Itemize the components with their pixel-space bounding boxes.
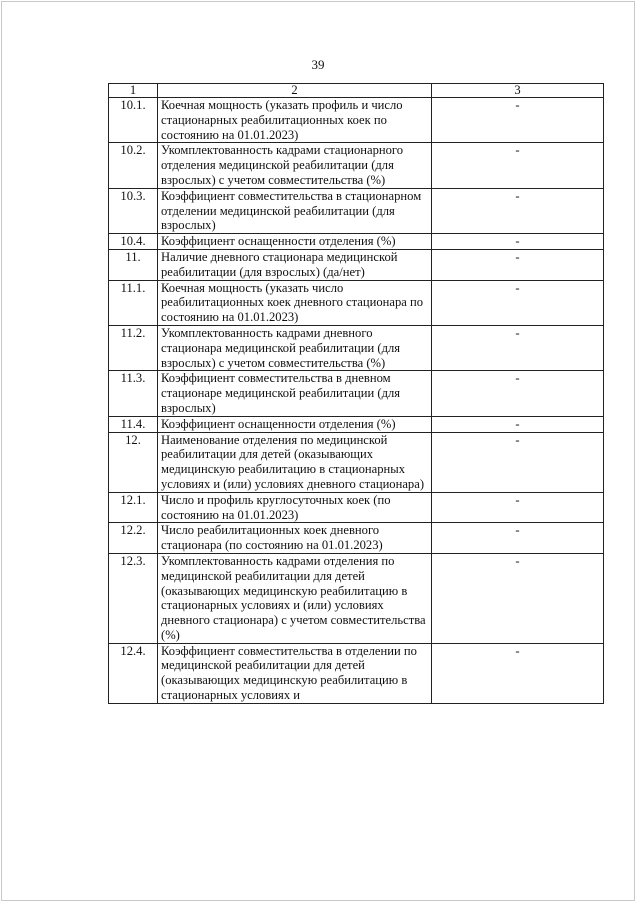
table-row bbox=[109, 143, 604, 188]
row-number: 11. bbox=[109, 249, 158, 280]
row-number: 12.3. bbox=[109, 553, 158, 643]
row-value: - bbox=[432, 325, 604, 370]
row-value: - bbox=[432, 553, 604, 643]
table-row bbox=[109, 523, 604, 554]
row-text: Коэффициент совместительства в стационарном отделении медицинской реабилитации (для взрослых) bbox=[158, 188, 432, 233]
data-table bbox=[108, 83, 604, 704]
row-text: Число и профиль круглосуточных коек (по состоянию на 01.01.2023) bbox=[158, 492, 432, 523]
row-number: 11.1. bbox=[109, 280, 158, 325]
row-value: - bbox=[432, 249, 604, 280]
row-text: Укомплектованность кадрами дневного стационара медицинской реабилитации (для взрослых) с учетом совместительства (%) bbox=[158, 325, 432, 370]
row-number: 12.4. bbox=[109, 643, 158, 703]
table-row bbox=[109, 371, 604, 416]
row-number: 12.2. bbox=[109, 523, 158, 554]
row-number: 10.2. bbox=[109, 143, 158, 188]
row-text: Коэффициент оснащенности отделения (%) bbox=[158, 234, 432, 250]
table-row bbox=[109, 98, 604, 143]
table-header-row bbox=[109, 84, 604, 98]
row-number: 12.1. bbox=[109, 492, 158, 523]
table-row bbox=[109, 280, 604, 325]
row-value: - bbox=[432, 492, 604, 523]
row-value: - bbox=[432, 643, 604, 703]
row-number: 10.3. bbox=[109, 188, 158, 233]
table-row bbox=[109, 188, 604, 233]
row-number: 10.1. bbox=[109, 98, 158, 143]
table-row bbox=[109, 643, 604, 703]
table-row bbox=[109, 325, 604, 370]
row-value: - bbox=[432, 371, 604, 416]
row-text: Коэффициент совместительства в отделении по медицинской реабилитации для детей (оказывающих медицинскую реабилитацию в стационарных условиях и bbox=[158, 643, 432, 703]
row-value: - bbox=[432, 188, 604, 233]
row-value: - bbox=[432, 98, 604, 143]
row-value: - bbox=[432, 143, 604, 188]
document-page bbox=[1, 1, 635, 901]
row-number: 11.2. bbox=[109, 325, 158, 370]
row-value: - bbox=[432, 523, 604, 554]
row-value: - bbox=[432, 432, 604, 492]
table-row bbox=[109, 432, 604, 492]
row-number: 10.4. bbox=[109, 234, 158, 250]
table-row bbox=[109, 416, 604, 432]
table-row bbox=[109, 249, 604, 280]
row-value: - bbox=[432, 234, 604, 250]
row-text: Наименование отделения по медицинской реабилитации для детей (оказывающих медицинскую реабилитацию в стационарных условиях и (или) условиях дневного стационара) bbox=[158, 432, 432, 492]
row-value: - bbox=[432, 280, 604, 325]
table-row bbox=[109, 553, 604, 643]
row-text: Укомплектованность кадрами отделения по медицинской реабилитации для детей (оказывающих медицинскую реабилитацию в стационарных условиях и (или) условиях дневного стационара) с учетом совместительства (%) bbox=[158, 553, 432, 643]
header-col-2: 2 bbox=[158, 84, 432, 98]
row-text: Коэффициент оснащенности отделения (%) bbox=[158, 416, 432, 432]
table-row bbox=[109, 492, 604, 523]
row-text: Укомплектованность кадрами стационарного отделения медицинской реабилитации (для взрослых) с учетом совместительства (%) bbox=[158, 143, 432, 188]
page-number: 39 bbox=[311, 57, 325, 72]
row-text: Число реабилитационных коек дневного стационара (по состоянию на 01.01.2023) bbox=[158, 523, 432, 554]
row-number: 11.4. bbox=[109, 416, 158, 432]
row-number: 11.3. bbox=[109, 371, 158, 416]
row-text: Коэффициент совместительства в дневном стационаре медицинской реабилитации (для взрослых) bbox=[158, 371, 432, 416]
header-col-3: 3 bbox=[432, 84, 604, 98]
row-text: Коечная мощность (указать число реабилитационных коек дневного стационара по состоянию на 01.01.2023) bbox=[158, 280, 432, 325]
row-value: - bbox=[432, 416, 604, 432]
row-text: Наличие дневного стационара медицинской реабилитации (для взрослых) (да/нет) bbox=[158, 249, 432, 280]
row-text: Коечная мощность (указать профиль и число стационарных реабилитационных коек по состоянию на 01.01.2023) bbox=[158, 98, 432, 143]
table-row bbox=[109, 234, 604, 250]
header-col-1: 1 bbox=[109, 84, 158, 98]
row-number: 12. bbox=[109, 432, 158, 492]
